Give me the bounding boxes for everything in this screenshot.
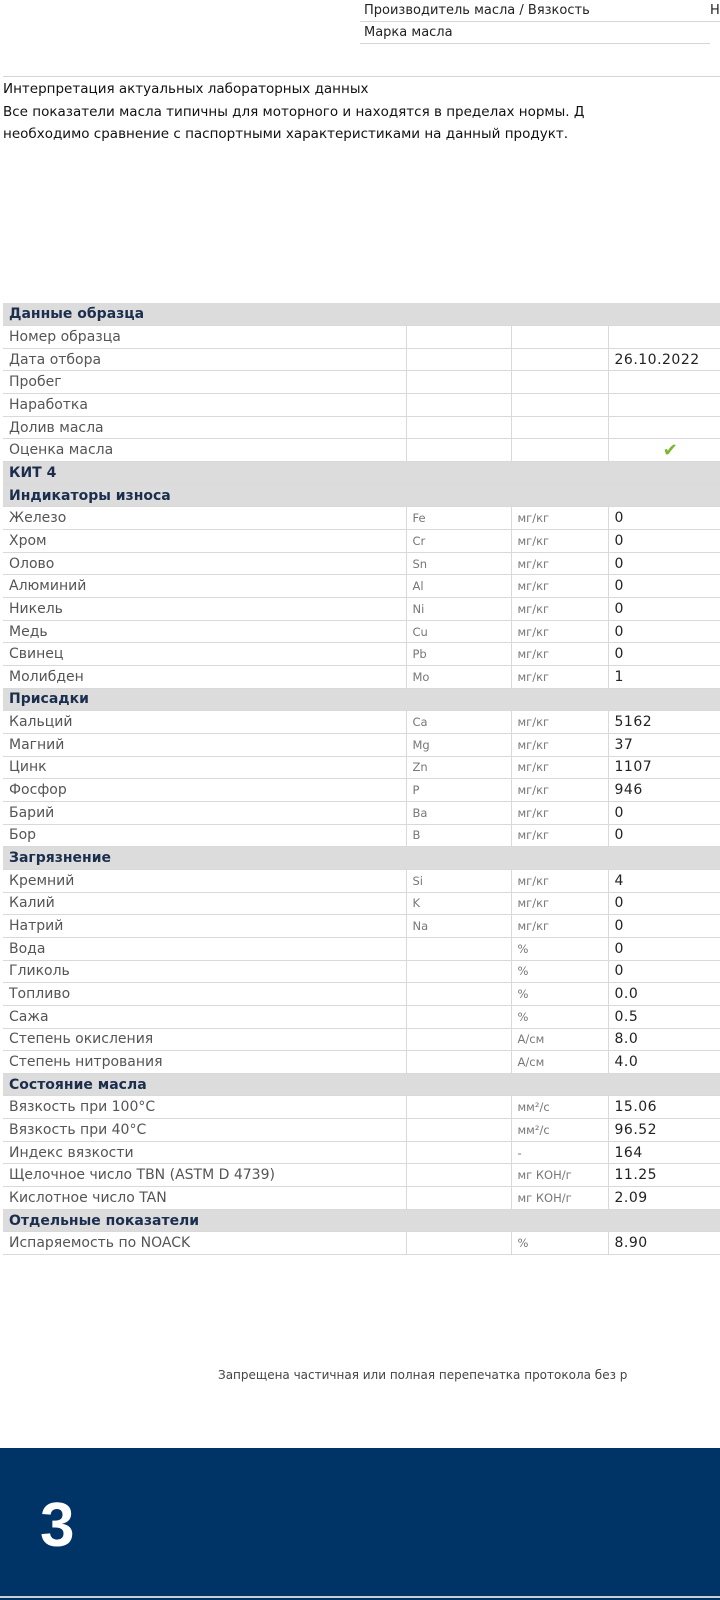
- section-header: [3, 847, 720, 870]
- row-value: 0.5: [608, 1005, 720, 1028]
- row-label: Долив масла: [3, 416, 406, 439]
- row-label: Оценка масла: [3, 439, 406, 462]
- row-label: Степень окисления: [3, 1028, 406, 1051]
- row-label: Щелочное число TBN (ASTM D 4739): [3, 1164, 406, 1187]
- row-unit: мг/кг: [511, 779, 608, 802]
- row-value: 164: [608, 1141, 720, 1164]
- row-symbol: Sn: [406, 552, 511, 575]
- row-unit: мг/кг: [511, 620, 608, 643]
- row-value: 0: [608, 552, 720, 575]
- row-unit: A/см: [511, 1028, 608, 1051]
- row-value: 1: [608, 666, 720, 689]
- row-unit: мг/кг: [511, 869, 608, 892]
- row-value: [608, 326, 720, 349]
- section-sample-data: [3, 303, 720, 326]
- row-label: Степень нитрования: [3, 1051, 406, 1074]
- row-label: Барий: [3, 801, 406, 824]
- row-value: 0: [608, 824, 720, 847]
- row-symbol: [406, 1141, 511, 1164]
- row-label: Молибден: [3, 666, 406, 689]
- row-unit: мг/кг: [511, 598, 608, 621]
- row-unit: мг КОН/г: [511, 1187, 608, 1210]
- table-row: [3, 733, 720, 756]
- row-unit: мг/кг: [511, 575, 608, 598]
- row-symbol: [406, 439, 511, 462]
- section-header: [3, 1073, 720, 1096]
- row-label: Пробег: [3, 371, 406, 394]
- sample-row: [3, 326, 720, 349]
- row-value: 26.10.2022: [608, 348, 720, 371]
- row-unit: мг/кг: [511, 711, 608, 734]
- report-meta: [360, 0, 720, 44]
- section-header: [3, 1209, 720, 1232]
- row-label: Магний: [3, 733, 406, 756]
- row-symbol: Na: [406, 915, 511, 938]
- brand-label: Марка масла: [364, 25, 453, 40]
- table-row: [3, 711, 720, 734]
- row-unit: мг КОН/г: [511, 1164, 608, 1187]
- row-label: Калий: [3, 892, 406, 915]
- row-label: Наработка: [3, 394, 406, 417]
- manufacturer-value: Н: [710, 3, 720, 18]
- footer-divider: [0, 1596, 720, 1598]
- row-symbol: [406, 326, 511, 349]
- row-label: Испаряемость по NOACK: [3, 1232, 406, 1255]
- row-label: Вязкость при 40°С: [3, 1119, 406, 1142]
- row-unit: мг/кг: [511, 733, 608, 756]
- row-label: Медь: [3, 620, 406, 643]
- row-symbol: Cu: [406, 620, 511, 643]
- row-symbol: Mo: [406, 666, 511, 689]
- section-header-title: Состояние масла: [3, 1073, 720, 1096]
- row-label: Вязкость при 100°С: [3, 1096, 406, 1119]
- row-value: 37: [608, 733, 720, 756]
- row-unit: [511, 394, 608, 417]
- row-value: 0: [608, 892, 720, 915]
- row-value: 0: [608, 937, 720, 960]
- row-symbol: [406, 960, 511, 983]
- row-unit: [511, 326, 608, 349]
- row-value: 946: [608, 779, 720, 802]
- row-unit: %: [511, 960, 608, 983]
- section-sample-data-title: Данные образца: [3, 303, 720, 326]
- row-label: Сажа: [3, 1005, 406, 1028]
- row-unit: мг/кг: [511, 552, 608, 575]
- row-symbol: [406, 1028, 511, 1051]
- table-row: [3, 1164, 720, 1187]
- row-label: Хром: [3, 530, 406, 553]
- section-header-title: Отдельные показатели: [3, 1209, 720, 1232]
- row-label: Алюминий: [3, 575, 406, 598]
- table-row: [3, 620, 720, 643]
- table-row: [3, 507, 720, 530]
- table-row: [3, 915, 720, 938]
- row-value: 2.09: [608, 1187, 720, 1210]
- manufacturer-row: [360, 0, 720, 22]
- table-row: [3, 1187, 720, 1210]
- row-symbol: [406, 348, 511, 371]
- row-unit: мг/кг: [511, 756, 608, 779]
- row-unit: [511, 371, 608, 394]
- row-label: Свинец: [3, 643, 406, 666]
- row-label: Кальций: [3, 711, 406, 734]
- table-row: [3, 983, 720, 1006]
- section-kit: [3, 462, 720, 485]
- row-value: 0: [608, 960, 720, 983]
- page-footer-band: [0, 1448, 720, 1600]
- row-value: 5162: [608, 711, 720, 734]
- row-unit: [511, 416, 608, 439]
- interpretation-block: [3, 76, 720, 145]
- table-row: [3, 779, 720, 802]
- row-value: 1107: [608, 756, 720, 779]
- row-value: 11.25: [608, 1164, 720, 1187]
- section-header-title: Загрязнение: [3, 847, 720, 870]
- row-unit: [511, 348, 608, 371]
- page-number: 3: [40, 1491, 75, 1560]
- interpretation-text: Все показатели масла типичны для моторного и находятся в пределах нормы. Д необходимо сравнение с паспортными характеристиками на данный продукт.: [3, 104, 585, 142]
- row-symbol: Ni: [406, 598, 511, 621]
- row-unit: %: [511, 1232, 608, 1255]
- table-row: [3, 960, 720, 983]
- row-unit: мг/кг: [511, 666, 608, 689]
- sample-row: [3, 371, 720, 394]
- row-value: [608, 416, 720, 439]
- section-header-title: Присадки: [3, 688, 720, 711]
- row-value: 4: [608, 869, 720, 892]
- sample-row: [3, 439, 720, 462]
- row-label: Дата отбора: [3, 348, 406, 371]
- row-symbol: [406, 1096, 511, 1119]
- row-label: Топливо: [3, 983, 406, 1006]
- lab-results-table: [3, 303, 720, 1255]
- row-symbol: B: [406, 824, 511, 847]
- manufacturer-label: Производитель масла / Вязкость: [364, 3, 590, 18]
- row-unit: мм²/с: [511, 1096, 608, 1119]
- row-unit: мг/кг: [511, 530, 608, 553]
- row-unit: мг/кг: [511, 507, 608, 530]
- row-value: 8.90: [608, 1232, 720, 1255]
- row-symbol: Al: [406, 575, 511, 598]
- row-symbol: Mg: [406, 733, 511, 756]
- row-symbol: [406, 937, 511, 960]
- row-value: [608, 371, 720, 394]
- sample-row: [3, 348, 720, 371]
- table-row: [3, 575, 720, 598]
- row-symbol: [406, 1005, 511, 1028]
- row-unit: мг/кг: [511, 643, 608, 666]
- row-value: 15.06: [608, 1096, 720, 1119]
- table-row: [3, 552, 720, 575]
- row-value: 0: [608, 530, 720, 553]
- table-row: [3, 1051, 720, 1074]
- row-symbol: [406, 1232, 511, 1255]
- table-row: [3, 1232, 720, 1255]
- table-row: [3, 1141, 720, 1164]
- row-value: 4.0: [608, 1051, 720, 1074]
- table-row: [3, 801, 720, 824]
- row-symbol: [406, 1187, 511, 1210]
- row-value: 0: [608, 507, 720, 530]
- table-row: [3, 937, 720, 960]
- row-label: Индекс вязкости: [3, 1141, 406, 1164]
- table-row: [3, 824, 720, 847]
- row-symbol: Si: [406, 869, 511, 892]
- row-symbol: Zn: [406, 756, 511, 779]
- row-value: [608, 394, 720, 417]
- row-symbol: Pb: [406, 643, 511, 666]
- row-value: 0: [608, 598, 720, 621]
- row-unit: мг/кг: [511, 915, 608, 938]
- row-symbol: [406, 1119, 511, 1142]
- row-symbol: [406, 371, 511, 394]
- section-header: [3, 688, 720, 711]
- table-row: [3, 1096, 720, 1119]
- brand-row: [360, 22, 710, 44]
- row-unit: [511, 439, 608, 462]
- table-row: [3, 892, 720, 915]
- table-row: [3, 1119, 720, 1142]
- row-label: Никель: [3, 598, 406, 621]
- interpretation-title: Интерпретация актуальных лабораторных данных: [3, 81, 369, 97]
- row-symbol: [406, 983, 511, 1006]
- row-unit: мг/кг: [511, 824, 608, 847]
- table-row: [3, 530, 720, 553]
- row-label: Номер образца: [3, 326, 406, 349]
- table-row: [3, 869, 720, 892]
- row-label: Вода: [3, 937, 406, 960]
- row-symbol: Cr: [406, 530, 511, 553]
- row-label: Гликоль: [3, 960, 406, 983]
- row-value: 8.0: [608, 1028, 720, 1051]
- row-symbol: Ba: [406, 801, 511, 824]
- row-label: Цинк: [3, 756, 406, 779]
- row-unit: %: [511, 983, 608, 1006]
- row-unit: мм²/с: [511, 1119, 608, 1142]
- table-row: [3, 643, 720, 666]
- row-symbol: K: [406, 892, 511, 915]
- row-unit: мг/кг: [511, 892, 608, 915]
- row-label: Кислотное число TAN: [3, 1187, 406, 1210]
- row-label: Фосфор: [3, 779, 406, 802]
- table-row: [3, 1005, 720, 1028]
- section-header-title: Индикаторы износа: [3, 484, 720, 507]
- table-row: [3, 598, 720, 621]
- row-unit: A/см: [511, 1051, 608, 1074]
- section-kit-title: КИТ 4: [3, 462, 720, 485]
- row-value: 96.52: [608, 1119, 720, 1142]
- copyright-note: Запрещена частичная или полная перепечатка протокола без р: [218, 1368, 628, 1382]
- row-value: 0: [608, 915, 720, 938]
- row-symbol: [406, 1164, 511, 1187]
- section-header: [3, 484, 720, 507]
- row-symbol: [406, 416, 511, 439]
- row-value: 0.0: [608, 983, 720, 1006]
- row-value: 0: [608, 801, 720, 824]
- row-label: Натрий: [3, 915, 406, 938]
- sample-row: [3, 416, 720, 439]
- table-row: [3, 1028, 720, 1051]
- row-label: Кремний: [3, 869, 406, 892]
- row-symbol: [406, 1051, 511, 1074]
- table-row: [3, 756, 720, 779]
- sample-row: [3, 394, 720, 417]
- row-label: Олово: [3, 552, 406, 575]
- row-value: 0: [608, 643, 720, 666]
- row-symbol: Ca: [406, 711, 511, 734]
- row-symbol: P: [406, 779, 511, 802]
- table-row: [3, 666, 720, 689]
- check-icon: ✔: [608, 439, 720, 462]
- row-value: 0: [608, 620, 720, 643]
- row-unit: -: [511, 1141, 608, 1164]
- row-symbol: [406, 394, 511, 417]
- row-unit: мг/кг: [511, 801, 608, 824]
- row-label: Бор: [3, 824, 406, 847]
- row-unit: %: [511, 937, 608, 960]
- row-value: 0: [608, 575, 720, 598]
- row-symbol: Fe: [406, 507, 511, 530]
- row-label: Железо: [3, 507, 406, 530]
- row-unit: %: [511, 1005, 608, 1028]
